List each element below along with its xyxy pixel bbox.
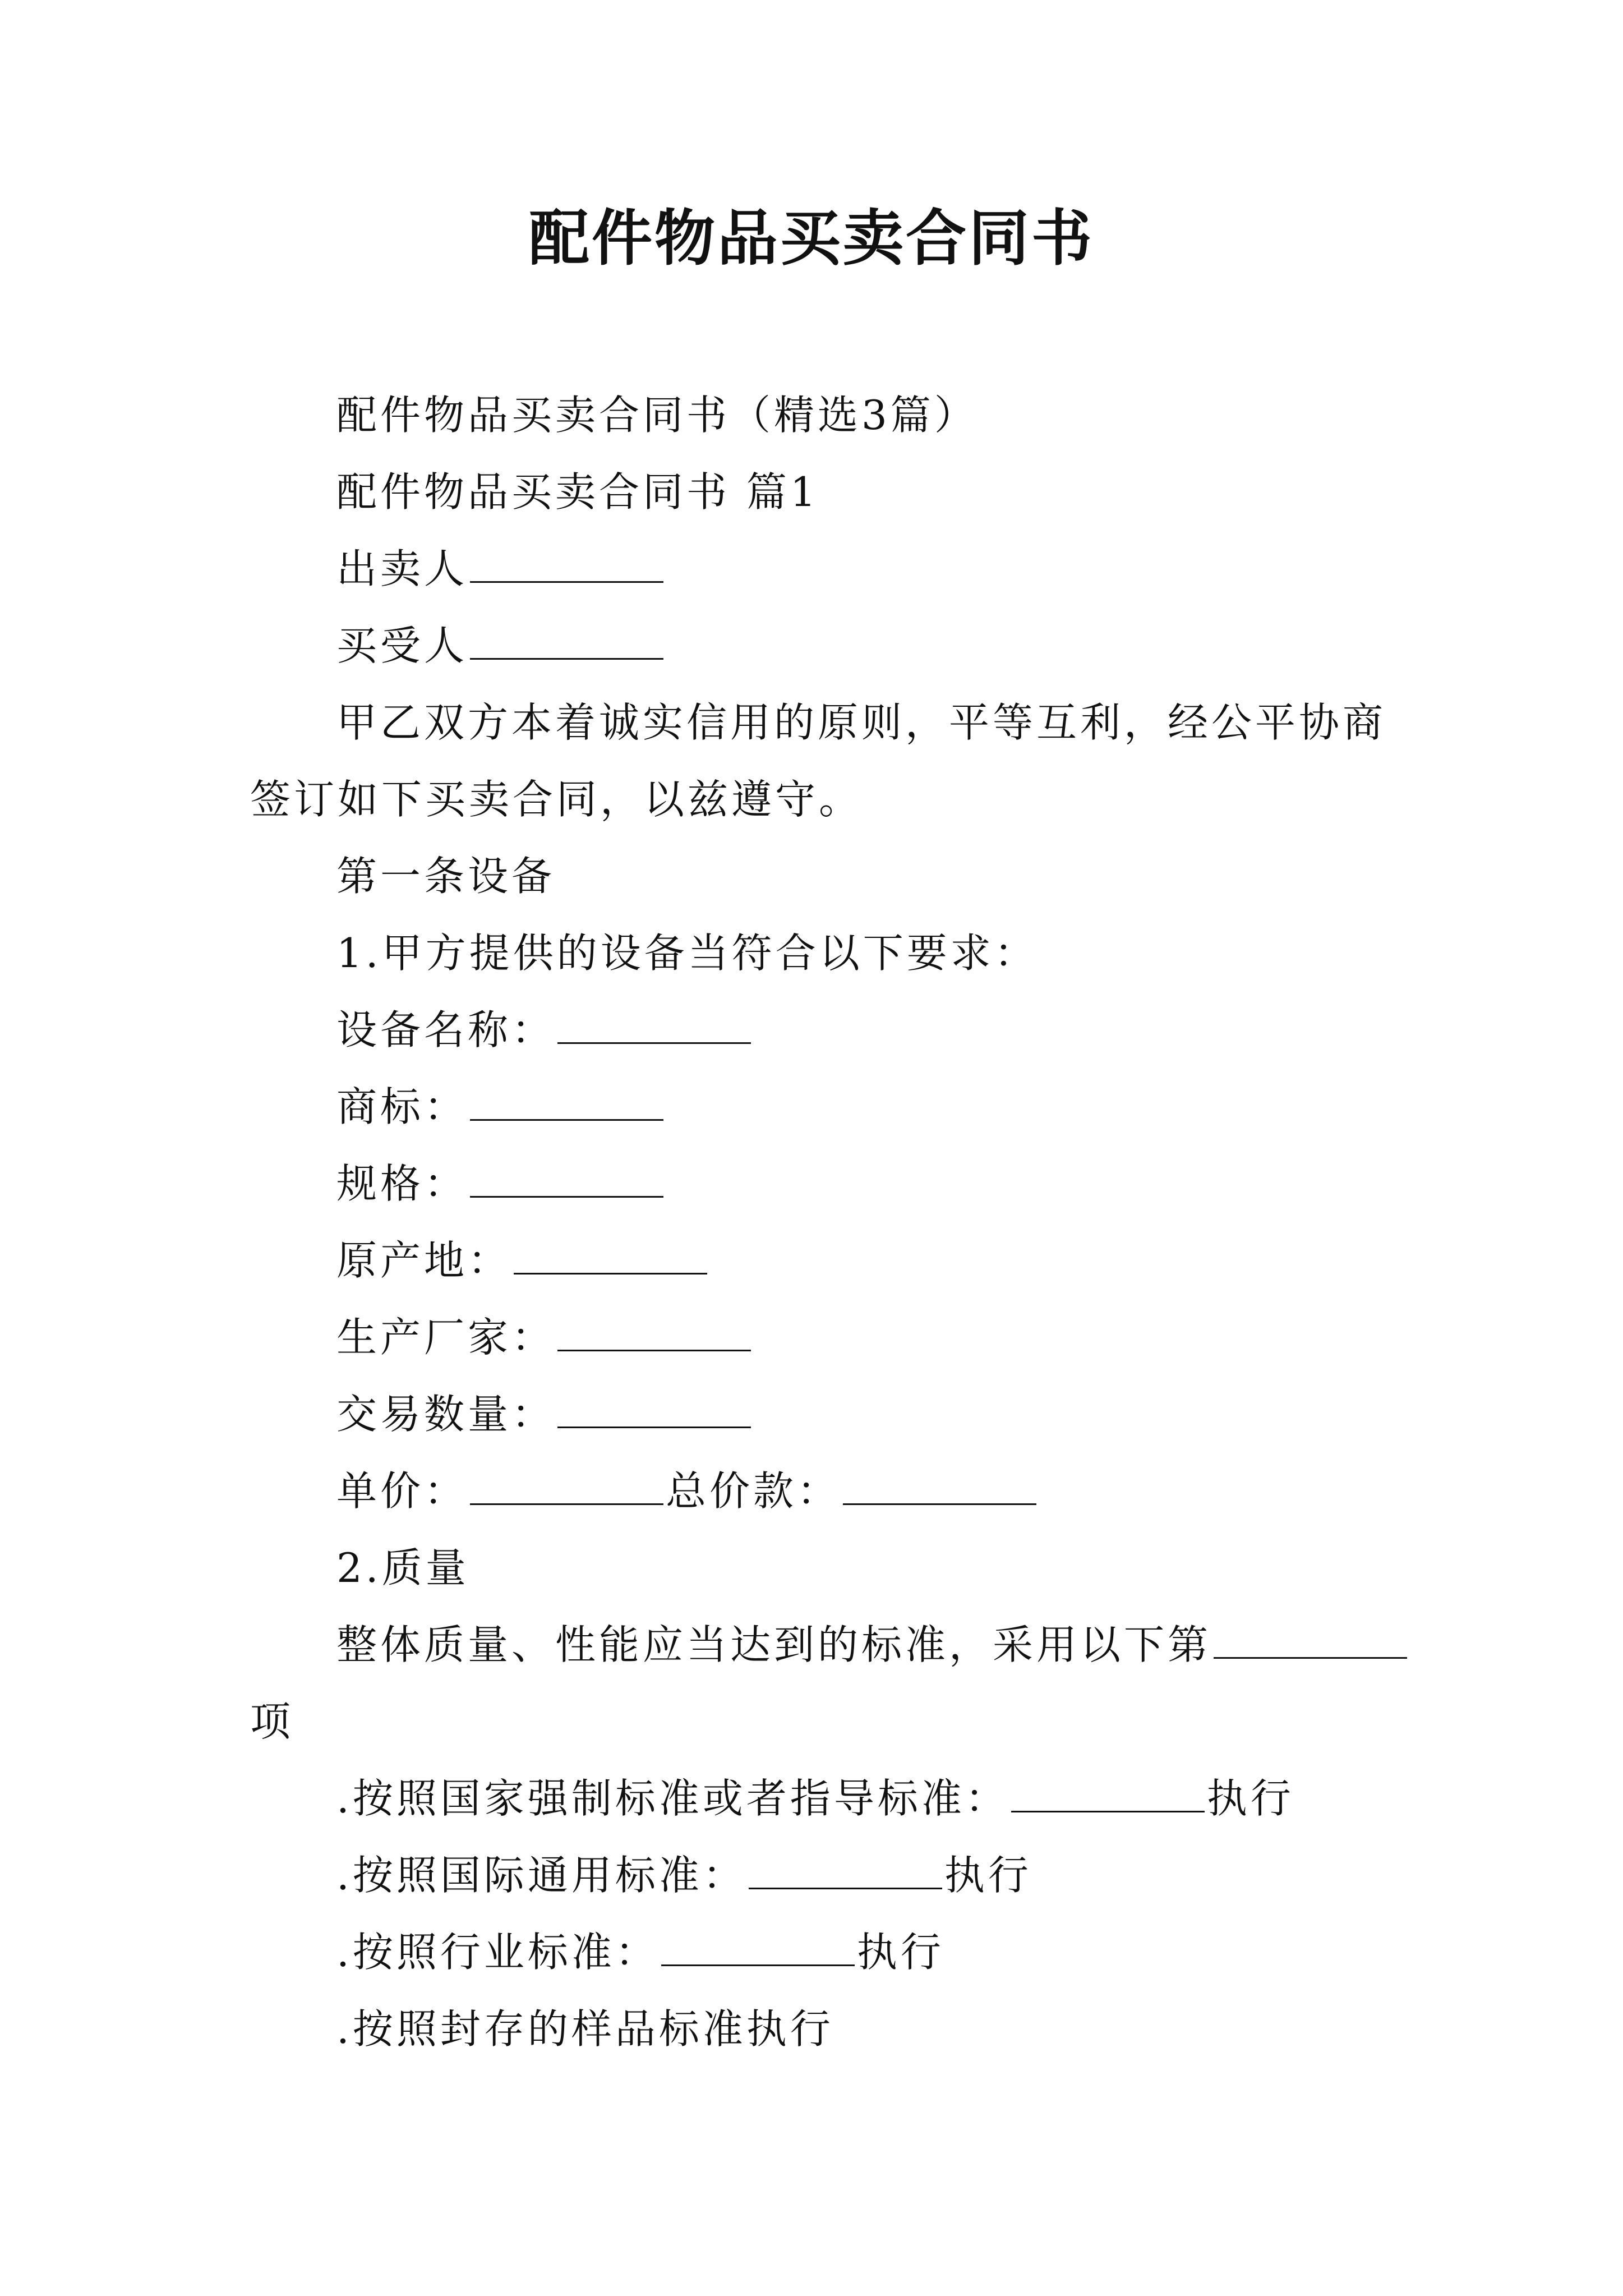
specification-blank — [470, 1162, 663, 1198]
section-heading: 配件物品买卖合同书 篇1 — [336, 468, 819, 516]
equipment-name-line: 设备名称： — [336, 1002, 753, 1058]
international-standard-blank — [749, 1854, 942, 1889]
buyer-blank — [470, 624, 663, 660]
quality-heading: 2.质量 — [336, 1544, 469, 1591]
manufacturer-line: 生产厂家： — [336, 1309, 753, 1365]
requirement-line: 1.甲方提供的设备当符合以下要求： — [336, 930, 1038, 977]
specification-line: 规格： — [336, 1156, 666, 1212]
seller-blank — [470, 547, 663, 583]
quantity-blank — [557, 1393, 751, 1428]
contract-subtitle: 配件物品买卖合同书（精选3篇） — [336, 392, 978, 439]
article-heading: 第一条设备 — [336, 853, 556, 900]
origin-blank — [514, 1239, 707, 1274]
national-standard-line: .按照国家强制标准或者指导标准： 执行 — [336, 1775, 1294, 1822]
international-standard-line: .按照国际通用标准： 执行 — [336, 1852, 1032, 1899]
standard-option-blank — [1214, 1623, 1407, 1659]
price-line: 单价： 总价款： — [336, 1463, 1039, 1519]
trademark-blank — [470, 1085, 663, 1121]
quality-standard-line2: 项 — [250, 1698, 294, 1745]
manufacturer-blank — [557, 1316, 751, 1351]
industry-standard-line: .按照行业标准： 执行 — [336, 1929, 944, 1976]
sample-standard-line: .按照封存的样品标准执行 — [336, 2005, 834, 2053]
national-standard-blank — [1011, 1777, 1205, 1812]
industry-standard-blank — [661, 1931, 855, 1966]
equipment-name-blank — [557, 1009, 751, 1044]
quality-standard-line1: 整体质量、性能应当达到的标准，采用以下第 — [336, 1617, 1409, 1673]
unit-price-blank — [470, 1470, 663, 1505]
paragraph-intro-line2: 签订如下买卖合同，以兹遵守。 — [250, 776, 863, 823]
trademark-line: 商标： — [336, 1079, 666, 1135]
paragraph-intro-line1: 甲乙双方本着诚实信用的原则，平等互利，经公平协商 — [336, 699, 1387, 746]
seller-line: 出卖人 — [336, 541, 666, 597]
origin-line: 原产地： — [336, 1232, 709, 1289]
total-price-blank — [843, 1470, 1036, 1505]
quantity-line: 交易数量： — [336, 1386, 753, 1442]
document-title: 配件物品买卖合同书 — [528, 203, 1094, 274]
buyer-line: 买受人 — [336, 618, 666, 674]
